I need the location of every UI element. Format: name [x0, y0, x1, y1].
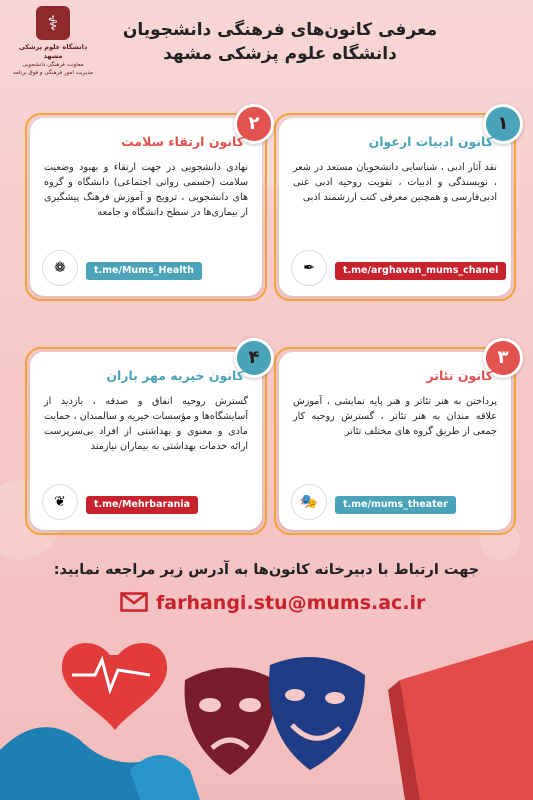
card-title: کانون ارتقاء سلامت — [121, 134, 244, 149]
contact-instruction: جهت ارتباط با دبیرخانه کانون‌ها به آدرس زیر مراجعه نمایید: — [53, 562, 480, 578]
title-line1: معرفی کانون‌های فرهنگی دانشجویان — [122, 20, 438, 40]
title-line2: دانشگاه علوم پزشکی مشهد — [163, 44, 397, 64]
health-logo-icon: ❁ — [42, 250, 78, 286]
card-description: گسترش روحیه انفاق و صدقه ، بازدید از آسایشگاه‌ها و مؤسسات خیریه و سالمندان ، حمایت مادی و معنوی و بهداشتی از افراد بی‌سرپرست ارائه خدمات بهداشتی به بیماران نیازمند — [44, 396, 248, 452]
theater-logo-icon: 🎭 — [291, 484, 327, 520]
telegram-link-arghavan[interactable]: t.me/arghavan_mums_chanel — [335, 262, 506, 280]
card-description: نهادی دانشجویی در جهت ارتقاء و بهبود وضعیت سلامت (جسمی روانی اجتماعی) دانشگاه و گروه های دانشجویی ، ترویج و آموزش فرهنگ پیشگیری از بیماری‌ها در سطح دانشگاه و جامعه — [44, 162, 248, 218]
card-arghavan — [279, 113, 511, 296]
contact-email[interactable]: farhangi.stu@mums.ac.ir — [156, 592, 426, 614]
book-shape — [400, 640, 533, 800]
sad-mask-icon — [185, 668, 276, 776]
card-number: ۴ — [234, 338, 274, 378]
mehrbaran-logo-icon: ❦ — [42, 484, 78, 520]
heart-icon — [62, 643, 167, 730]
happy-mask-icon — [269, 657, 365, 770]
card-health — [30, 113, 262, 296]
card-description: پرداختن به هنر تئاتر و هنر پایه نمایشی ، آموزش علاقه مندان به هنر تئاتر ، گسترش روحیه کار جمعی از طریق گروه های مختلف تئاتر — [293, 396, 497, 437]
telegram-link-mehrbaran[interactable]: t.me/Mehrbarania — [86, 496, 198, 514]
telegram-link-theater[interactable]: t.me/mums_theater — [335, 496, 456, 514]
logo-line1: دانشگاه علوم پزشکی مشهد — [18, 43, 88, 60]
card-title: کانون ادبیات ارغوان — [368, 134, 493, 149]
mail-icon — [120, 592, 148, 612]
bottom-illustration — [0, 620, 533, 800]
university-emblem-icon: ⚕ — [36, 6, 70, 40]
card-title: کانون تئاتر — [426, 368, 493, 383]
card-mehrbaran — [30, 347, 262, 530]
logo-line3: مدیریت امور فرهنگی و فوق برنامه — [13, 70, 93, 76]
logo-line2: معاونت فرهنگی دانشجویی — [22, 62, 84, 68]
blue-splash — [130, 755, 200, 800]
page-title — [90, 18, 470, 66]
university-logo — [12, 6, 94, 77]
card-theater — [279, 347, 511, 530]
telegram-link-health[interactable]: t.me/Mums_Health — [86, 262, 202, 280]
card-number: ۳ — [483, 338, 523, 378]
card-number: ۲ — [234, 104, 274, 144]
card-number: ۱ — [483, 104, 523, 144]
card-description: نقد آثار ادبی ، شناسایی دانشجویان مستعد در شعر ، نویسندگی و ادبیات ، تقویت روحیه ادبی غنی ادبی‌فارسی و همچنین معرفی کتب ارزشمند ادبی — [293, 162, 497, 203]
contact-email-row[interactable] — [120, 592, 425, 614]
card-title: کانون خیریه مهر باران — [106, 368, 244, 383]
arghavan-logo-icon: ✒ — [291, 250, 327, 286]
